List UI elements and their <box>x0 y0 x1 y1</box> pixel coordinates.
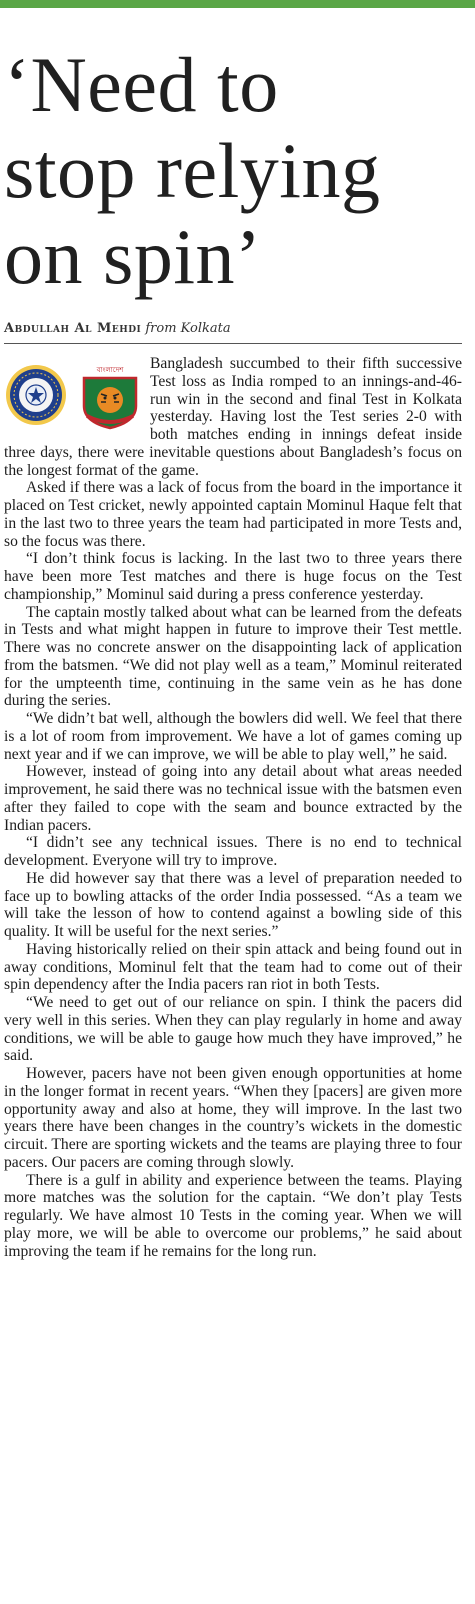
paragraph-3: “I don’t think focus is lacking. In the last two to three years there have been more Test matches and there is huge focus on the Test championship,” Mominul said during a press conference yesterday. <box>4 550 462 603</box>
headline-line-2: stop relying <box>4 127 381 214</box>
byline <box>4 321 231 336</box>
byline-location: from Kolkata <box>145 321 231 336</box>
top-accent-bar <box>0 0 475 8</box>
article-body <box>4 355 462 1260</box>
paragraph-2: Asked if there was a lack of focus from the board in the importance it placed on Test cricket, newly appointed captain Mominul Haque felt that in the last two to three years the team had participated in more Tests and, so the focus was there. <box>4 479 462 550</box>
paragraph-1: Bangladesh succumbed to their fifth successive Test loss as India romped to an innings-and-46-run win in the second and final Test in Kolkata yesterday. Having lost the Test series 2-0 with both matches ending in innings defeat inside three days, there were inevitable questions about Bangladesh’s focus on the longest format of the game. <box>4 355 462 479</box>
paragraph-6: However, instead of going into any detail about what areas needed improvement, he said there was no technical issue with the batsmen even after they failed to cope with the seam and bounce extracted by the Indian pacers. <box>4 763 462 834</box>
paragraph-11: However, pacers have not been given enough opportunities at home in the longer format in recent years. “When they [pacers] are given more opportunity away and also at home, they will improve. In the last two years there have been changes in the country’s wickets in the domestic circuit. There are sporting wickets and the teams are playing three to four pacers. Our pacers are coming through slowly. <box>4 1065 462 1171</box>
paragraph-12: There is a gulf in ability and experience between the teams. Playing more matches was the solution for the captain. “We don’t play Tests regularly. We have almost 10 Tests in the coming year. When we will play more, we will be able to overcome our problems,” he said about improving the team if he remains for the long run. <box>4 1171 462 1260</box>
headline-line-1: ‘Need to <box>4 41 279 128</box>
paragraph-8: He did however say that there was a level of preparation needed to face up to bowling attacks of the order India possessed. “As a team we will take the lesson of how to contend against a bowling side of this quality. It will be useful for the next series.” <box>4 869 462 940</box>
headline-line-3: on spin’ <box>4 213 262 300</box>
paragraph-10: “We need to get out of our reliance on spin. I think the pacers did very well in this series. When they can play regularly in home and away conditions, we will be able to gauge how much they have improved,” he said. <box>4 994 462 1065</box>
byline-author: Abdullah Al Mehdi <box>4 321 142 336</box>
headline <box>4 42 472 300</box>
paragraph-9: Having historically relied on their spin attack and being found out in away conditions, Mominul felt that the team had to come out of their spin dependency after the India pacers ran riot in both Tests. <box>4 940 462 994</box>
paragraph-5: “We didn’t bat well, although the bowlers did well. We feel that there is a lot of room from improvement. We have a lot of games coming up next year and if we can improve, we will be able to play well,” he said. <box>4 710 462 763</box>
byline-divider <box>4 343 462 344</box>
bcb-logo-top-text: বাংলাদেশ <box>96 366 124 374</box>
paragraph-7: “I didn’t see any technical issues. There is no end to technical development. Everyone will try to improve. <box>4 834 462 869</box>
paragraph-4: The captain mostly talked about what can be learned from the defeats in Tests and what might happen in future to improve their Test mettle. There was no concrete answer on the disappointing lack of application from the batsmen. “We did not play well as a team,” Mominul reiterated for the umpteenth time, continuing in the same vein as he has done during the series. <box>4 603 462 710</box>
